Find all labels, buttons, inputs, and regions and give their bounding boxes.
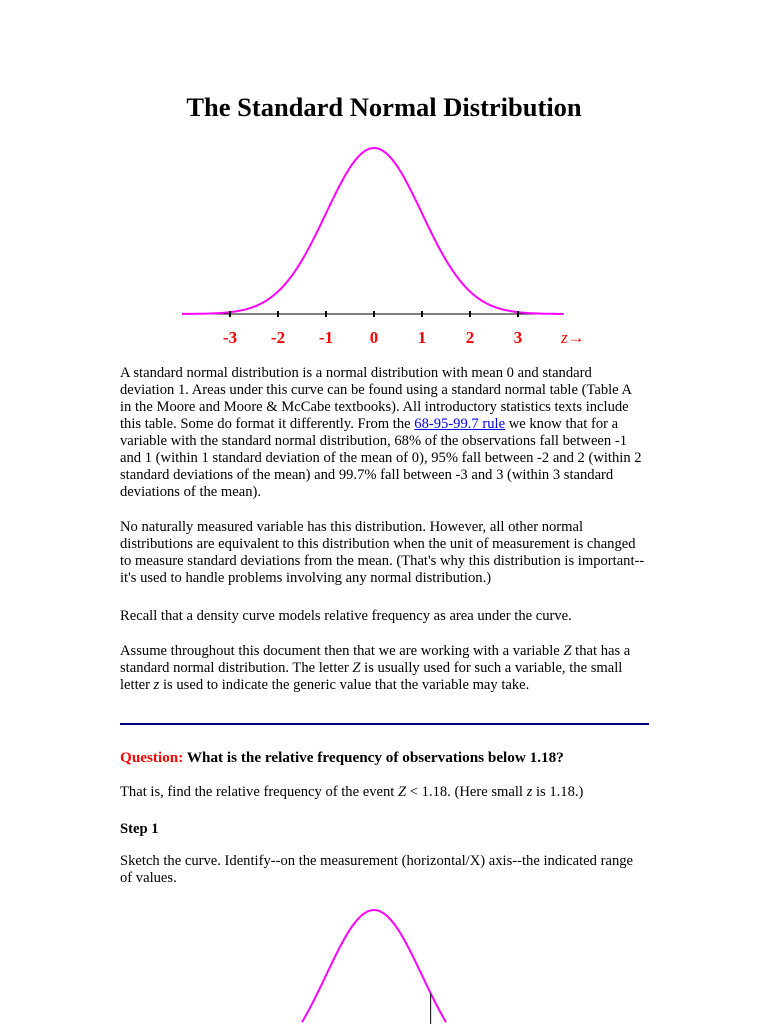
rule-68-95-99-7-link[interactable]: 68-95-99.7 rule xyxy=(414,416,506,432)
variable-Z: Z xyxy=(397,784,407,800)
tick-label: 0 xyxy=(369,328,379,347)
page-title: The Standard Normal Distribution xyxy=(186,92,582,122)
variable-z: z xyxy=(153,677,160,693)
tick-label: 3 xyxy=(513,328,523,347)
section-divider xyxy=(120,723,649,725)
step-1-curve-figure xyxy=(240,900,510,1024)
step-1-density-curve xyxy=(302,910,446,1022)
axis-label-z: z→ xyxy=(561,328,585,347)
step-1-heading: Step 1 xyxy=(120,821,159,837)
intro-text-continued: we know that for a variable with the standard normal distribution, 68% of the observations fall between -1 and 1 (within 1 standard deviation of the mean of 0), 95% fall between -2 and 2 (within 2 standard deviations of the mean) and 99.7% fall between -3 and 3 (within 3 standard deviations of the mean). xyxy=(120,416,642,500)
normal-curve-figure xyxy=(180,140,585,350)
intro-paragraph-3: Recall that a density curve models relative frequency as area under the curve. xyxy=(120,608,572,624)
tick-label: -3 xyxy=(222,328,238,347)
tick-label: -1 xyxy=(318,328,334,347)
question-heading xyxy=(120,749,564,766)
variable-Z: Z xyxy=(352,660,361,676)
question-label: Question: xyxy=(120,749,184,766)
normal-density-curve xyxy=(182,148,563,314)
intro-paragraph-1 xyxy=(120,365,646,501)
intro-paragraph-2: No naturally measured variable has this distribution. However, all other normal distributions are equivalent to this distribution when the unit of measurement is changed to measure standard deviations from the mean. (That's why this distribution is important--it's used to handle problems involving any normal distribution.) xyxy=(120,519,645,586)
tick-labels xyxy=(223,328,522,347)
step-1-text: Sketch the curve. Identify--on the measurement (horizontal/X) axis--the indicated range of values. xyxy=(120,853,634,886)
question-text: What is the relative frequency of observations below 1.18? xyxy=(183,749,564,766)
intro-paragraph-4: Assume throughout this document then that we are working with a variable Z that has a standard normal distribution. The letter Z is usually used for such a variable, the small letter z is used to indicate the generic value that the variable may take. xyxy=(120,643,631,693)
tick-label: -2 xyxy=(270,328,286,347)
tick-label: 2 xyxy=(465,328,475,347)
intro-text: A standard normal distribution is a normal distribution with mean 0 and standard deviation 1. Areas under this curve can be found using a standard normal table (Table A in the Moore and Moore & McCabe textbooks). All introductory statistics texts include this table. Some do format it differently. From the xyxy=(120,365,632,432)
that-is-paragraph: That is, find the relative frequency of the event Z < 1.18. (Here small z is 1.18.) xyxy=(120,784,584,800)
variable-z: z xyxy=(526,784,533,800)
tick-label: 1 xyxy=(417,328,427,347)
variable-Z: Z xyxy=(563,643,572,659)
